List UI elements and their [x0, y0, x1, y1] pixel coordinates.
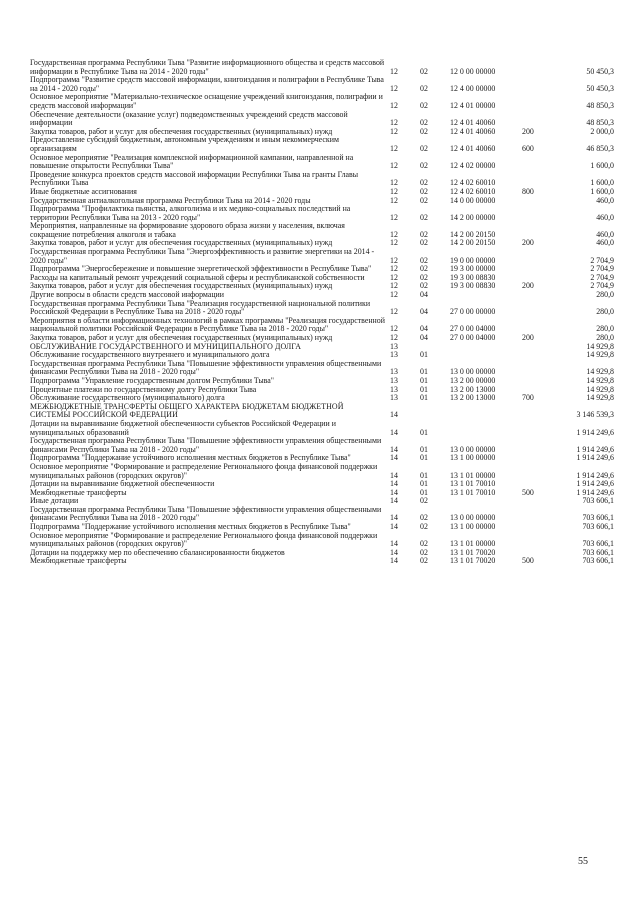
table-row: [30, 489, 614, 498]
table-row: [30, 136, 614, 153]
row-amount: 280,0: [596, 333, 614, 342]
row-target-article: 14 2 00 20150: [450, 238, 496, 248]
row-subsection: 02: [420, 272, 428, 282]
row-expense-type: [522, 111, 552, 128]
row-amount: 2 704,9: [590, 255, 614, 265]
row-section: 12: [390, 126, 398, 136]
row-name: Государственная антиалкогольная программа Республики Тыва на 2014 - 2020 годы: [30, 195, 311, 205]
row-target-article: 14 0 00 00000: [450, 195, 496, 205]
row-amount: 1 600,0: [590, 161, 614, 171]
row-target-article: 13 1 01 00000: [450, 539, 496, 549]
row-subsection: 02: [420, 522, 428, 532]
row-expense-type: [522, 154, 552, 171]
row-target-article: 13 1 01 70020: [450, 547, 496, 557]
row-subsection: 02: [420, 178, 428, 188]
row-subsection: 02: [420, 195, 428, 205]
row-name: Проведение конкурса проектов средств массовой информации Республики Тыва на гранты Главы Республики Тыва: [30, 169, 359, 188]
row-section: 12: [390, 255, 398, 265]
row-expense-type: [522, 59, 552, 76]
row-target-article: 13 2 00 00000: [450, 375, 496, 385]
row-section: 13: [390, 341, 398, 351]
row-target-article: 13 0 00 00000: [450, 444, 496, 454]
table-row: [30, 154, 614, 171]
budget-table: [30, 59, 614, 566]
row-amount: 703 606,1: [582, 496, 614, 506]
row-subsection: 01: [420, 384, 428, 394]
row-name: Государственная программа Республики Тыва "Энергоэффективность и развитие энергетики на 2014 - 2020 годы": [30, 247, 375, 265]
row-subsection: 02: [420, 547, 428, 557]
row-section: 12: [390, 272, 398, 282]
row-expense-type: [522, 403, 552, 420]
row-expense-type: [522, 93, 552, 110]
table-row: [30, 111, 614, 128]
row-amount: 1 914 249,6: [576, 487, 614, 497]
row-subsection: 02: [420, 161, 428, 171]
row-expense-type: [522, 300, 552, 317]
row-name: Подпрограмма "Управление государственным долгом Республики Тыва": [30, 375, 274, 385]
row-amount: 703 606,1: [582, 547, 614, 557]
row-target-article: 19 3 00 00000: [450, 264, 496, 274]
row-subsection: 02: [420, 255, 428, 265]
row-amount: 48 850,3: [586, 118, 614, 128]
row-amount: 1 914 249,6: [576, 479, 614, 489]
row-name: Основное мероприятие "Материально-техническое оснащение учреждений книгоиздания, полиграфии и средств массовой информации": [30, 92, 383, 110]
row-name: Обеспечение деятельности (оказание услуг) подведомственных учреждений средств массовой информации: [30, 109, 348, 128]
row-amount: 1 914 249,6: [576, 427, 614, 437]
row-amount: 703 606,1: [582, 539, 614, 549]
row-name: Обслуживание государственного внутреннего и муниципального долга: [30, 350, 270, 360]
row-target-article: 12 4 01 40060: [450, 126, 496, 136]
row-subsection: 01: [420, 393, 428, 403]
row-subsection: 02: [420, 83, 428, 93]
row-section: 14: [390, 479, 398, 489]
table-row: [30, 532, 614, 549]
row-expense-type: 500: [522, 556, 534, 566]
row-subsection: 02: [420, 281, 428, 291]
row-name: Мероприятия в области информационных технологий в рамках программы "Реализация государственной национальной политики Российской Федерации в Республике Тыва на 2018 - 2020 годы": [30, 315, 385, 334]
row-subsection: 02: [420, 238, 428, 248]
row-target-article: 14 2 00 00000: [450, 212, 496, 222]
row-name: Государственная программа Республики Тыва "Повышение эффективности управления общественными финансами Республики Тыва на 2018 - 2020 годы": [30, 504, 382, 523]
row-name: Подпрограмма "Энергосбережение и повышение энергетической эффективности в Республике Тыва": [30, 264, 372, 274]
row-target-article: 12 4 01 40060: [450, 143, 496, 153]
table-row: [30, 506, 614, 523]
row-section: 12: [390, 229, 398, 239]
row-subsection: 01: [420, 375, 428, 385]
row-expense-type: [522, 497, 552, 506]
row-section: 14: [390, 522, 398, 532]
row-expense-type: [522, 454, 552, 463]
row-amount: 14 929,8: [586, 375, 614, 385]
row-subsection: 02: [420, 229, 428, 239]
row-section: 14: [390, 453, 398, 463]
table-row: [30, 463, 614, 480]
row-section: 13: [390, 384, 398, 394]
row-name: Обслуживание государственного (муниципального) долга: [30, 393, 225, 403]
row-expense-type: [522, 317, 552, 334]
row-amount: 14 929,8: [586, 393, 614, 403]
row-target-article: 13 1 00 00000: [450, 453, 496, 463]
row-name: ОБСЛУЖИВАНИЕ ГОСУДАРСТВЕННОГО И МУНИЦИПАЛЬНОГО ДОЛГА: [30, 341, 301, 351]
row-target-article: [450, 343, 522, 352]
row-amount: 460,0: [596, 238, 614, 248]
row-subsection: 04: [420, 324, 428, 334]
row-subsection: 02: [420, 513, 428, 523]
row-name: Закупка товаров, работ и услуг для обеспечения государственных (муниципальных) нужд: [30, 238, 333, 248]
row-target-article: 19 3 00 08830: [450, 272, 496, 282]
row-expense-type: [522, 351, 552, 360]
row-target-article: 13 1 01 70010: [450, 487, 496, 497]
table-row: [30, 557, 614, 566]
row-target-article: 12 4 02 60010: [450, 186, 496, 196]
row-name: МЕЖБЮДЖЕТНЫЕ ТРАНСФЕРТЫ ОБЩЕГО ХАРАКТЕРА БЮДЖЕТАМ БЮДЖЕТНОЙ СИСТЕМЫ РОССИЙСКОЙ ФЕДЕРАЦИИ: [30, 401, 344, 420]
row-target-article: [450, 420, 522, 437]
row-section: 14: [390, 513, 398, 523]
row-section: 12: [390, 238, 398, 248]
row-expense-type: [522, 420, 552, 437]
row-section: 14: [390, 410, 398, 420]
row-amount: 703 606,1: [582, 522, 614, 532]
row-amount: 14 929,8: [586, 350, 614, 360]
row-target-article: 13 0 00 00000: [450, 513, 496, 523]
row-name: Дотации на поддержку мер по обеспечению сбалансированности бюджетов: [30, 547, 285, 557]
row-target-article: 13 1 01 00000: [450, 470, 496, 480]
row-amount: 14 929,8: [586, 341, 614, 351]
row-subsection: 01: [420, 479, 428, 489]
row-expense-type: 200: [522, 281, 534, 291]
row-subsection: 01: [420, 427, 428, 437]
row-amount: 280,0: [596, 324, 614, 334]
row-subsection: 02: [420, 264, 428, 274]
table-row: [30, 317, 614, 334]
table-row: [30, 248, 614, 265]
row-section: 12: [390, 290, 398, 300]
row-target-article: 12 4 01 00000: [450, 100, 496, 110]
row-name: Процентные платежи по государственному долгу Республики Тыва: [30, 384, 257, 394]
row-amount: 280,0: [596, 307, 614, 317]
row-subsection: 02: [420, 212, 428, 222]
row-subsection: 02: [420, 126, 428, 136]
row-subsection: 02: [420, 118, 428, 128]
row-section: 12: [390, 178, 398, 188]
row-name: Основное мероприятие "Формирование и распределение Регионального фонда финансовой поддержки муниципальных районов (городских округов)": [30, 461, 378, 480]
row-expense-type: [522, 197, 552, 206]
row-section: 14: [390, 487, 398, 497]
row-expense-type: [522, 291, 552, 300]
row-name: Государственная программа Республики Тыва "Развитие информационного общества и средств массовой информации в Республике Тыва на 2014 - 2020 годы": [30, 58, 385, 76]
row-section: 14: [390, 470, 398, 480]
table-row: [30, 205, 614, 222]
row-target-article: 27 0 00 04000: [450, 333, 496, 342]
row-target-article: 12 0 00 00000: [450, 66, 496, 76]
row-amount: 50 450,3: [586, 66, 614, 76]
row-expense-type: [522, 343, 552, 352]
row-name: Межбюджетные трансферты: [30, 487, 127, 497]
row-expense-type: [522, 377, 552, 386]
row-subsection: 02: [420, 496, 428, 506]
table-row: [30, 437, 614, 454]
row-name: Межбюджетные трансферты: [30, 556, 127, 566]
row-expense-type: [522, 265, 552, 274]
row-section: 12: [390, 118, 398, 128]
table-row: [30, 76, 614, 93]
row-name: Иные бюджетные ассигнования: [30, 186, 137, 196]
row-amount: 2 704,9: [590, 264, 614, 274]
row-name: Основное мероприятие "Реализация комплексной информационной кампании, направленной на повышение открытости Республики Тыва": [30, 152, 354, 171]
table-row: [30, 300, 614, 317]
row-target-article: 13 1 01 70020: [450, 556, 496, 566]
row-amount: 46 850,3: [586, 143, 614, 153]
row-name: Закупка товаров, работ и услуг для обеспечения государственных (муниципальных) нужд: [30, 126, 333, 136]
row-amount: 460,0: [596, 229, 614, 239]
row-section: 12: [390, 195, 398, 205]
row-section: 12: [390, 324, 398, 334]
row-subsection: 01: [420, 350, 428, 360]
row-name: Дотации на выравнивание бюджетной обеспеченности субъектов Российской Федерации и муниципальных образований: [30, 418, 336, 437]
row-amount: 50 450,3: [586, 83, 614, 93]
row-amount: 2 704,9: [590, 272, 614, 282]
row-target-article: 13 0 00 00000: [450, 367, 496, 377]
row-expense-type: [522, 205, 552, 222]
budget-table-body: [30, 59, 614, 566]
row-amount: 460,0: [596, 212, 614, 222]
row-section: 14: [390, 427, 398, 437]
row-name: Подпрограмма "Поддержание устойчивого исполнения местных бюджетов в Республике Тыва": [30, 522, 351, 532]
row-subsection: 04: [420, 290, 428, 300]
row-expense-type: [522, 360, 552, 377]
row-expense-type: 700: [522, 393, 534, 403]
row-expense-type: [522, 523, 552, 532]
row-name: Государственная программа Республики Тыва "Повышение эффективности управления общественными финансами Республики Тыва на 2018 - 2020 годы": [30, 436, 382, 454]
row-subsection: 01: [420, 444, 428, 454]
row-target-article: [450, 351, 522, 360]
row-section: 13: [390, 393, 398, 403]
row-section: 14: [390, 547, 398, 557]
table-row: [30, 403, 614, 420]
row-target-article: 14 2 00 20150: [450, 229, 496, 239]
row-expense-type: [522, 506, 552, 523]
row-target-article: 27 0 00 04000: [450, 324, 496, 334]
row-subsection: 01: [420, 487, 428, 497]
row-name: Подпрограмма "Поддержание устойчивого исполнения местных бюджетов в Республике Тыва": [30, 453, 351, 463]
row-expense-type: [522, 463, 552, 480]
row-expense-type: 800: [522, 186, 534, 196]
row-section: 12: [390, 264, 398, 274]
row-name: Дотации на выравнивание бюджетной обеспеченности: [30, 479, 215, 489]
row-subsection: 02: [420, 100, 428, 110]
row-amount: 1 600,0: [590, 186, 614, 196]
row-amount: 1 914 249,6: [576, 453, 614, 463]
row-subsection: 02: [420, 66, 428, 76]
row-amount: 1 600,0: [590, 178, 614, 188]
row-section: 14: [390, 539, 398, 549]
row-section: 13: [390, 367, 398, 377]
row-subsection: 02: [420, 556, 428, 566]
row-amount: 280,0: [596, 290, 614, 300]
row-section: 12: [390, 66, 398, 76]
row-subsection: 02: [420, 539, 428, 549]
row-name: Основное мероприятие "Формирование и распределение Регионального фонда финансовой поддержки муниципальных районов (городских округов)": [30, 530, 378, 549]
row-amount: 48 850,3: [586, 100, 614, 110]
row-amount: 1 914 249,6: [576, 470, 614, 480]
row-subsection: 04: [420, 307, 428, 317]
row-expense-type: 500: [522, 487, 534, 497]
row-expense-type: [522, 248, 552, 265]
table-row: [30, 93, 614, 110]
row-section: 12: [390, 143, 398, 153]
row-target-article: [450, 403, 522, 420]
row-name: Другие вопросы в области средств массовой информации: [30, 290, 225, 300]
row-name: Закупка товаров, работ и услуг для обеспечения государственных (муниципальных) нужд: [30, 333, 333, 342]
row-name: Закупка товаров, работ и услуг для обеспечения государственных (муниципальных) нужд: [30, 281, 333, 291]
row-name: Государственная программа Республики Тыва "Реализация государственной национальной политики Российской Федерации в Республике Тыва на 2018 - 2020 годы": [30, 298, 371, 317]
row-expense-type: [522, 171, 552, 188]
row-name: Предоставление субсидий бюджетным, автономным учреждениям и иным некоммерческим организациям: [30, 135, 339, 153]
row-expense-type: [522, 437, 552, 454]
table-row: [30, 59, 614, 76]
row-target-article: 12 4 00 00000: [450, 83, 496, 93]
row-section: 12: [390, 161, 398, 171]
row-target-article: 13 2 00 13000: [450, 384, 496, 394]
row-target-article: 19 3 00 08830: [450, 281, 496, 291]
row-name: Расходы на капитальный ремонт учреждений социальной сферы и республиканской собственности: [30, 272, 365, 282]
row-name: Подпрограмма "Развитие средств массовой информации, книгоиздания и полиграфии в Республике Тыва на 2014 - 2020 годы": [30, 75, 384, 93]
row-section: 12: [390, 212, 398, 222]
row-subsection: 04: [420, 333, 428, 342]
row-expense-type: 600: [522, 143, 534, 153]
row-expense-type: 200: [522, 238, 534, 248]
row-amount: 3 146 539,3: [576, 410, 614, 420]
row-target-article: 19 0 00 00000: [450, 255, 496, 265]
row-amount: 1 914 249,6: [576, 444, 614, 454]
row-name: Государственная программа Республики Тыва "Повышение эффективности управления общественными финансами Республики Тыва на 2018 - 2020 годы": [30, 358, 382, 377]
row-amount: 2 000,0: [590, 126, 614, 136]
row-section: 14: [390, 496, 398, 506]
row-subsection: [420, 403, 450, 420]
row-name: Подпрограмма "Профилактика пьянства, алкоголизма и их медико-социальных последствий на территории Республики Тыва на 2013 - 2020 годы": [30, 204, 351, 222]
table-row: [30, 420, 614, 437]
row-amount: 703 606,1: [582, 513, 614, 523]
table-row: [30, 222, 614, 239]
row-target-article: 13 2 00 13000: [450, 393, 496, 403]
row-section: 12: [390, 281, 398, 291]
row-target-article: 27 0 00 00000: [450, 307, 496, 317]
row-section: 13: [390, 375, 398, 385]
row-subsection: 02: [420, 143, 428, 153]
row-section: 12: [390, 333, 398, 342]
row-target-article: 12 4 02 00000: [450, 161, 496, 171]
row-expense-type: [522, 76, 552, 93]
row-subsection: 01: [420, 367, 428, 377]
row-section: 12: [390, 100, 398, 110]
row-expense-type: 200: [522, 126, 534, 136]
row-name: Мероприятия, направленные на формирование здорового образа жизни у населения, включая сокращение потребления алкоголя и табака: [30, 221, 345, 239]
row-subsection: 02: [420, 186, 428, 196]
row-expense-type: [522, 532, 552, 549]
row-section: 12: [390, 307, 398, 317]
table-row: [30, 360, 614, 377]
row-section: 13: [390, 350, 398, 360]
row-subsection: 01: [420, 470, 428, 480]
row-subsection: 01: [420, 453, 428, 463]
row-amount: 14 929,8: [586, 384, 614, 394]
row-target-article: 13 1 01 70010: [450, 479, 496, 489]
table-row: [30, 171, 614, 188]
row-expense-type: 200: [522, 333, 534, 342]
row-target-article: [450, 291, 522, 300]
row-name: Иные дотации: [30, 496, 79, 506]
row-target-article: 12 4 02 60010: [450, 178, 496, 188]
row-target-article: 12 4 01 40060: [450, 118, 496, 128]
row-section: 12: [390, 186, 398, 196]
row-amount: 460,0: [596, 195, 614, 205]
row-amount: 2 704,9: [590, 281, 614, 291]
row-section: 14: [390, 444, 398, 454]
row-amount: 14 929,8: [586, 367, 614, 377]
row-amount: 703 606,1: [582, 556, 614, 566]
row-section: 12: [390, 83, 398, 93]
row-section: 14: [390, 556, 398, 566]
row-target-article: [450, 497, 522, 506]
row-expense-type: [522, 222, 552, 239]
row-target-article: 13 1 00 00000: [450, 522, 496, 532]
page-number: 55: [578, 856, 588, 867]
